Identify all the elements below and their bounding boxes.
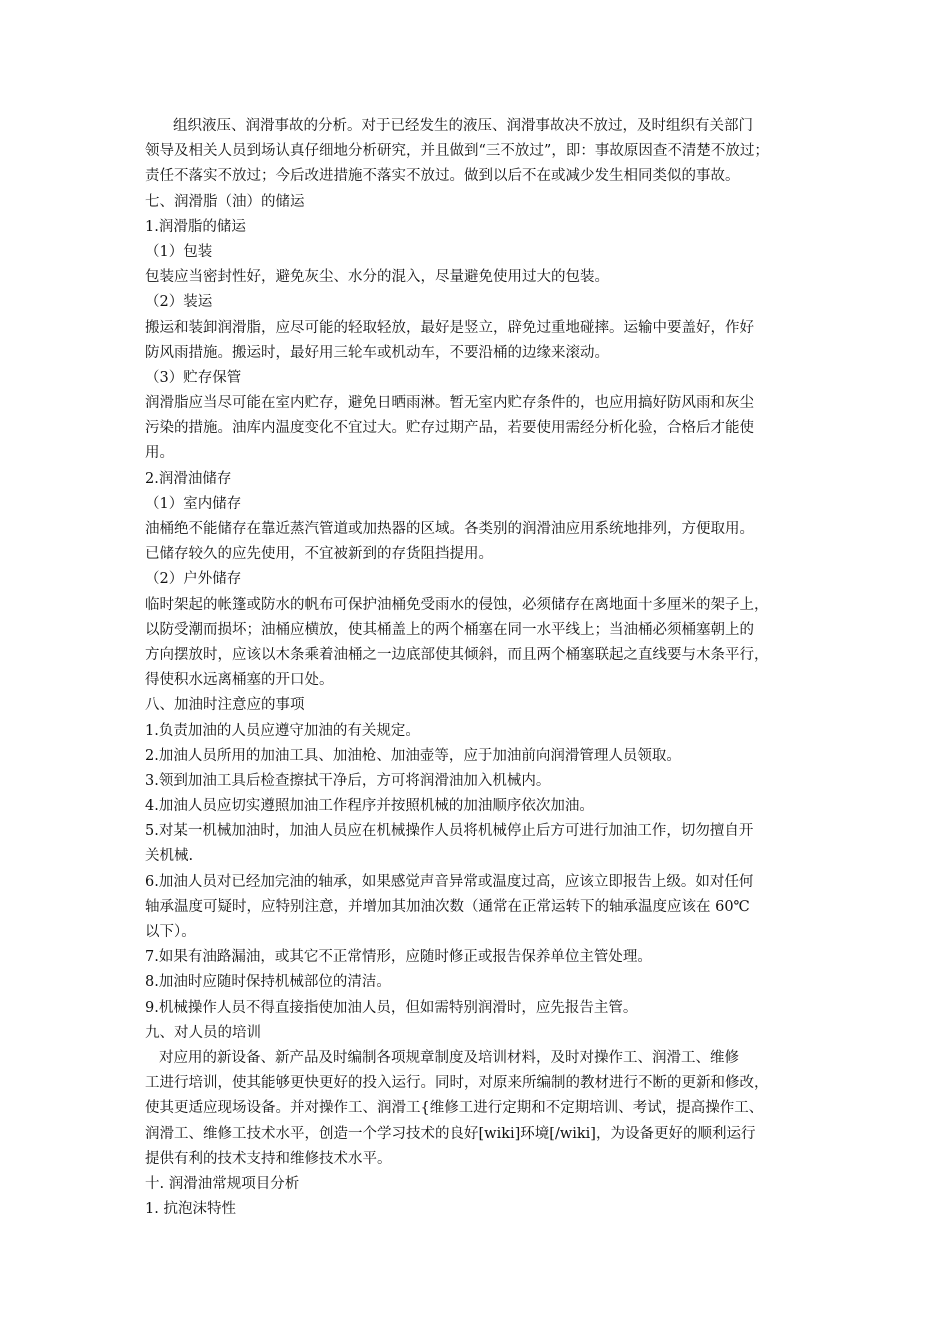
section-heading: 十. 润滑油常规项目分析 — [145, 1175, 300, 1192]
item-heading: （1）包装 — [145, 243, 213, 260]
paragraph-line: 对应用的新设备、新产品及时编制各项规章制度及培训材料，及时对操作工、润滑工、维修 — [159, 1049, 739, 1066]
list-item: 以下）。 — [145, 924, 196, 940]
list-item: 6.加油人员对已经加完油的轴承，如果感觉声音异常或温度过高，应该立即报告上级。如对任何 — [145, 873, 754, 890]
item-heading: （1）室内储存 — [145, 495, 242, 512]
list-item: 关机械. — [145, 848, 194, 865]
list-item: 5.对某一机械加油时，加油人员应在机械操作人员将机械停止后方可进行加油工作，切勿擅自开 — [145, 823, 754, 840]
paragraph-line: 已储存较久的应先使用，不宜被新到的存货阻挡提用。 — [145, 546, 493, 563]
paragraph-line: 领导及相关人员到场认真仔细地分析研究，并且做到“三不放过”，即：事故原因查不清楚不放过； — [145, 143, 769, 160]
paragraph-line: 组织液压、润滑事故的分析。对于已经发生的液压、润滑事故决不放过，及时组织有关部门 — [173, 118, 753, 134]
paragraph-line: 润滑工、维修工技术水平，创造一个学习技术的良好[wiki]环境[/wiki]，为设备更好的顺利运行 — [145, 1125, 756, 1142]
document-page — [145, 114, 813, 1222]
subsection-heading: 1.润滑脂的储运 — [145, 218, 246, 235]
paragraph-line: 油桶绝不能储存在靠近蒸汽管道或加热器的区域。各类别的润滑油应用系统地排列，方便取用。 — [145, 521, 754, 537]
list-item: 9.机械操作人员不得直接指使加油人员，但如需特别润滑时，应先报告主管。 — [145, 999, 638, 1016]
paragraph-line: 搬运和装卸润滑脂，应尽可能的轻取轻放，最好是竖立，辟免过重地碰摔。运输中要盖好，作好 — [145, 319, 754, 336]
list-item: 1.负责加油的人员应遵守加油的有关规定。 — [145, 722, 420, 739]
paragraph-line: 使其更适应现场设备。并对操作工、润滑工{维修工进行定期和不定期培训、考试，提高操作工、 — [145, 1100, 764, 1117]
list-item: 轴承温度可疑时，应特别注意，并增加其加油次数（通常在正常运转下的轴承温度应该在 60℃ — [145, 898, 750, 915]
list-item: 2.加油人员所用的加油工具、加油枪、加油壶等，应于加油前向润滑管理人员领取。 — [145, 747, 681, 764]
paragraph-line: 用。 — [145, 445, 174, 462]
paragraph-line: 提供有利的技术支持和维修技术水平。 — [145, 1150, 392, 1167]
section-heading: 八、加油时注意应的事项 — [145, 697, 305, 714]
paragraph-line: 工进行培训，使其能够更快更好的投入运行。同时，对原来所编制的教材进行不断的更新和修改， — [145, 1075, 769, 1092]
item-heading: （2）装运 — [145, 294, 213, 311]
list-item: 7.如果有油路漏油，或其它不正常情形，应随时修正或报告保养单位主管处理。 — [145, 949, 652, 966]
paragraph-line: 污染的措施。油库内温度变化不宜过大。贮存过期产品，若要使用需经分析化验，合格后才能使 — [145, 420, 754, 437]
list-item: 4.加油人员应切实遵照加油工作程序并按照机械的加油顺序依次加油。 — [145, 798, 594, 815]
paragraph-line: 责任不落实不放过；今后改进措施不落实不放过。做到以后不在或减少发生相同类似的事故。 — [145, 168, 740, 185]
list-item: 3.领到加油工具后检查擦拭干净后，方可将润滑油加入机械内。 — [145, 772, 551, 789]
subsection-heading: 1. 抗泡沫特性 — [145, 1201, 236, 1218]
item-heading: （2）户外储存 — [145, 571, 242, 588]
section-heading: 七、润滑脂（油）的储运 — [145, 193, 305, 210]
paragraph-line: 以防受潮而损坏；油桶应横放，使其桶盖上的两个桶塞在同一水平线上；当油桶必须桶塞朝上的 — [145, 621, 754, 638]
subsection-heading: 2.润滑油储存 — [145, 470, 232, 487]
paragraph-line: 防风雨措施。搬运时，最好用三轮车或机动车，不要沿桶的边缘来滚动。 — [145, 344, 609, 361]
paragraph-line: 润滑脂应当尽可能在室内贮存，避免日晒雨淋。暂无室内贮存条件的，也应用搞好防风雨和灰尘 — [145, 395, 754, 412]
paragraph-line: 方向摆放时，应该以木条乘着油桶之一边底部使其倾斜，而且两个桶塞联起之直线要与木条平行， — [145, 646, 769, 663]
paragraph-line: 临时架起的帐篷或防水的帆布可保护油桶免受雨水的侵蚀，必须储存在离地面十多厘米的架子上， — [145, 596, 769, 613]
item-heading: （3）贮存保管 — [145, 369, 242, 386]
paragraph-line: 包装应当密封性好，避免灰尘、水分的混入，尽量避免使用过大的包装。 — [145, 269, 609, 286]
paragraph-line: 得使积水远离桶塞的开口处。 — [145, 672, 334, 689]
list-item: 8.加油时应随时保持机械部位的清洁。 — [145, 974, 391, 991]
section-heading: 九、对人员的培训 — [145, 1024, 261, 1041]
